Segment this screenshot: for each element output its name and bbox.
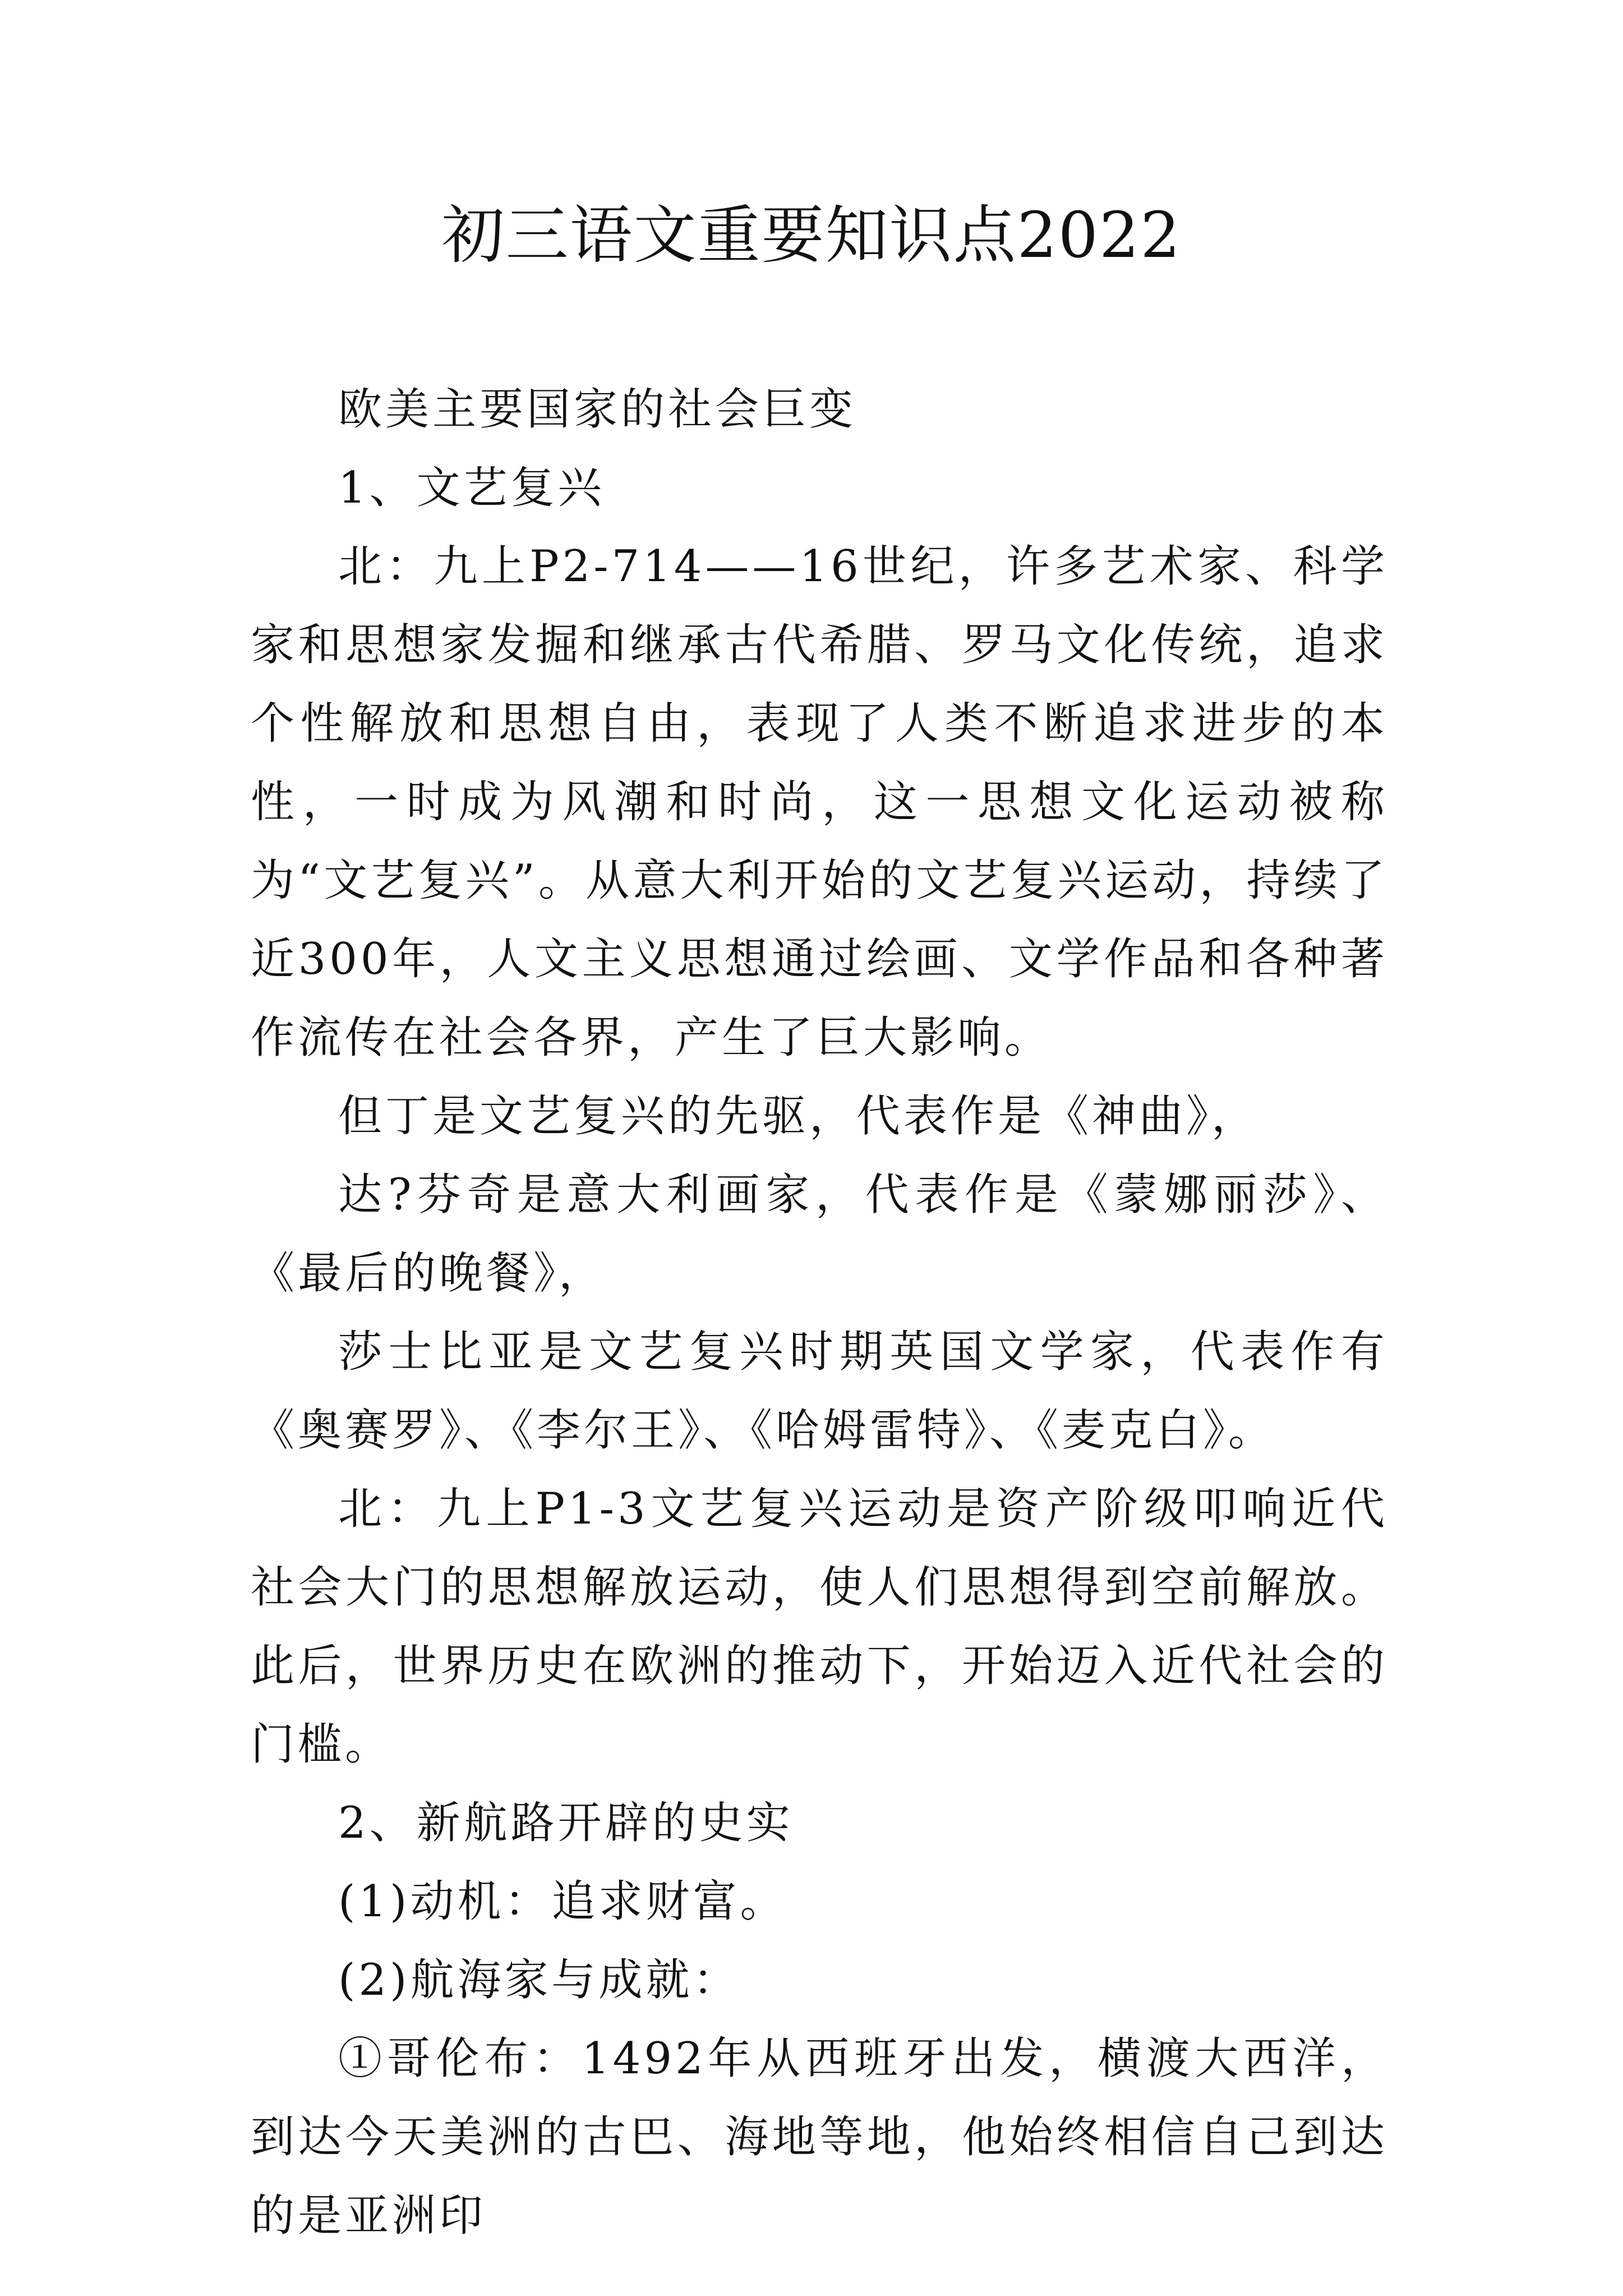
paragraph-shakespeare: 莎士比亚是文艺复兴时期英国文学家，代表作有《奥赛罗》、《李尔王》、《哈姆雷特》、《麦克白》。 bbox=[251, 1327, 1388, 1456]
paragraph-section-heading: 欧美主要国家的社会巨变 bbox=[338, 384, 857, 435]
paragraph-motive: (1)动机：追求财富。 bbox=[338, 1876, 787, 1927]
paragraph-renaissance-significance: 北：九上P1-3文艺复兴运动是资产阶级叩响近代社会大门的思想解放运动，使人们思想得到空前解放。此后，世界历史在欧洲的推动下，开始迈入近代社会的门槛。 bbox=[251, 1484, 1388, 1770]
paragraph-navigators-heading: (2)航海家与成就： bbox=[338, 1955, 740, 2005]
paragraph-new-routes-heading: 2、新航路开辟的史实 bbox=[338, 1798, 794, 1848]
paragraph-columbus: ①哥伦布：1492年从西班牙出发，横渡大西洋，到达今天美洲的古巴、海地等地，他始终相信自己到达的是亚洲印 bbox=[251, 2033, 1388, 2241]
document-title: 初三语文重要知识点2022 bbox=[441, 199, 1182, 272]
paragraph-da-vinci: 达?芬奇是意大利画家，代表作是《蒙娜丽莎》、《最后的晚餐》， bbox=[251, 1170, 1388, 1299]
paragraph-renaissance-intro: 北：九上P2-714——16世纪，许多艺术家、科学家和思想家发掘和继承古代希腊、罗马文化传统，追求个性解放和思想自由，表现了人类不断追求进步的本性，一时成为风潮和时尚，这一思想文化运动被称为“文艺复兴”。从意大利开始的文艺复兴运动，持续了近300年，人文主义思想通过绘画、文学作品和各种著作流传在社会各界，产生了巨大影响。 bbox=[251, 541, 1388, 1063]
document-body bbox=[251, 370, 1388, 2255]
paragraph-dante: 但丁是文艺复兴的先驱，代表作是《神曲》， bbox=[338, 1091, 1259, 1142]
paragraph-renaissance-heading: 1、文艺复兴 bbox=[338, 463, 605, 513]
